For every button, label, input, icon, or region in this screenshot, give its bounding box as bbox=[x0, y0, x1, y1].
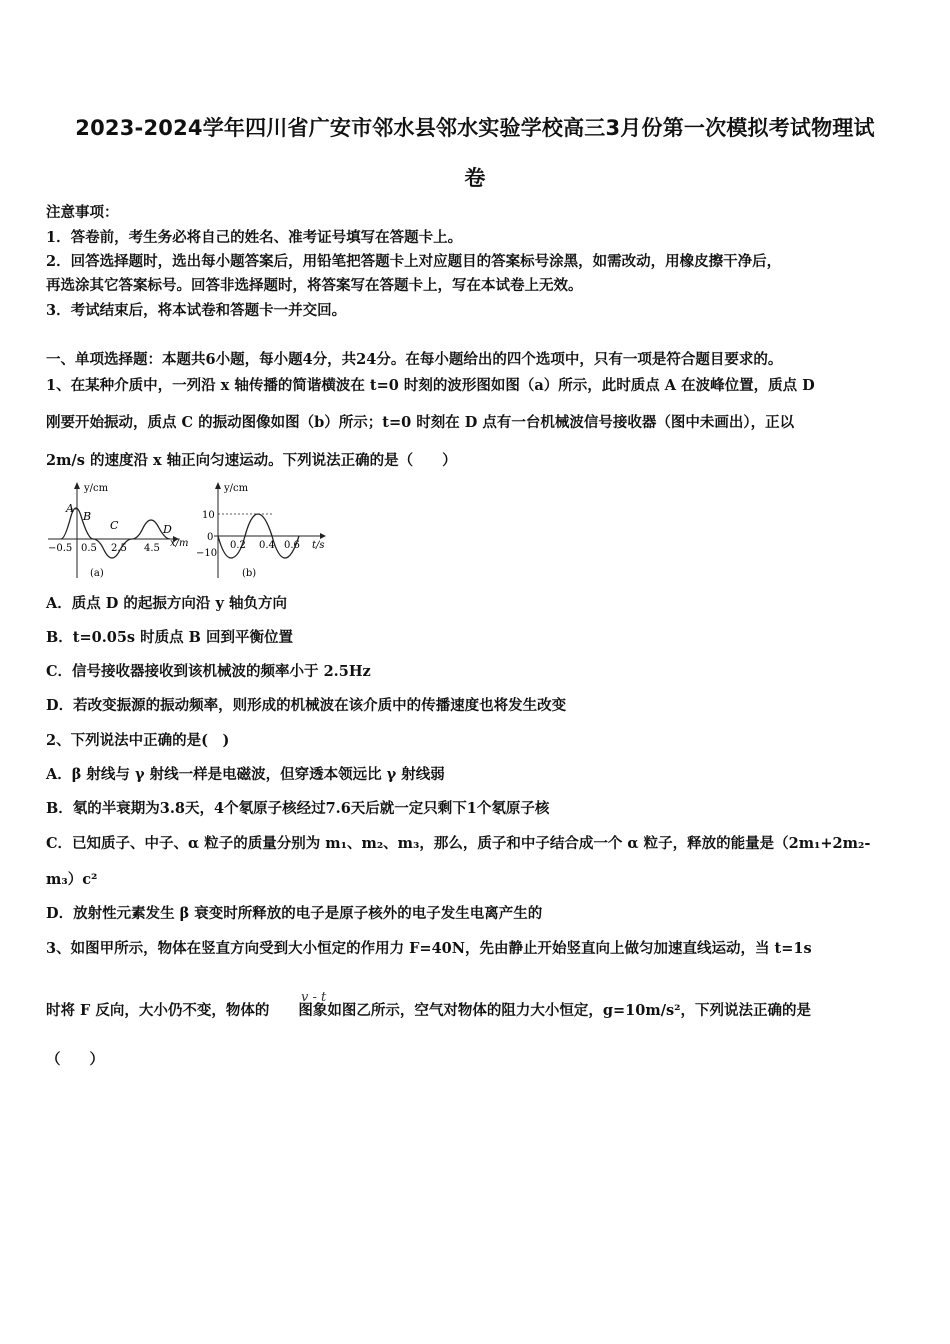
q1-option-a: A．质点 D 的起振方向沿 y 轴负方向 bbox=[46, 595, 287, 612]
q1-option-c: C．信号接收器接收到该机械波的频率小于 2.5Hz bbox=[46, 663, 371, 680]
question-2-stem: 2、下列说法中正确的是( ) bbox=[46, 732, 230, 749]
q2-option-c-cont: m₃）c² bbox=[46, 871, 98, 888]
point-b-label: B bbox=[83, 510, 92, 523]
point-d-label: D bbox=[163, 523, 172, 536]
notice-item-1: 1．答卷前，考生务必将自己的姓名、准考证号填写在答题卡上。 bbox=[46, 229, 463, 246]
graph-b-ytick: −10 bbox=[196, 548, 218, 559]
graph-a-tick: 2.5 bbox=[111, 543, 127, 554]
page-title: 2023-2024学年四川省广安市邻水县邻水实验学校高三3月份第一次模拟考试物理试 bbox=[75, 116, 875, 140]
graph-a-ylabel: y/cm bbox=[84, 483, 109, 494]
q1-option-d: D．若改变振源的振动频率，则形成的机械波在该介质中的传播速度也将发生改变 bbox=[46, 697, 567, 714]
graph-b-xlabel: t/s bbox=[312, 540, 325, 551]
graph-a-tick: 4.5 bbox=[144, 543, 160, 554]
wave-graph-a bbox=[48, 482, 189, 579]
q1-option-b: B．t=0.05s 时质点 B 回到平衡位置 bbox=[46, 629, 293, 646]
graph-b-xtick: 0.6 bbox=[284, 540, 300, 551]
point-c-label: C bbox=[110, 519, 119, 532]
graph-b-caption: (b) bbox=[242, 568, 257, 579]
q2-option-b: B．氡的半衰期为3.8天，4个氡原子核经过7.6天后就一定只剩下1个氡原子核 bbox=[46, 800, 550, 817]
graph-a-tick: −0.5 bbox=[48, 543, 73, 554]
graph-b-xtick: 0.4 bbox=[259, 540, 275, 551]
q2-option-a: A．β 射线与 γ 射线一样是电磁波，但穿透本领远比 γ 射线弱 bbox=[46, 766, 445, 783]
point-a-label: A bbox=[66, 502, 74, 515]
graph-a-caption: (a) bbox=[90, 568, 104, 579]
notice-item-2: 2．回答选择题时，选出每小题答案后，用铅笔把答题卡上对应题目的答案标号涂黑，如需改动，用橡皮擦干净后， bbox=[46, 253, 782, 270]
graph-b-ylabel: y/cm bbox=[224, 483, 249, 494]
question-1-figure bbox=[44, 478, 334, 583]
question-1-line-3: 2m/s 的速度沿 x 轴正向匀速运动。下列说法正确的是（ ） bbox=[46, 452, 457, 469]
q2-option-d: D．放射性元素发生 β 衰变时所释放的电子是原子核外的电子发生电离产生的 bbox=[46, 905, 543, 922]
graph-b-ytick: 10 bbox=[202, 510, 215, 521]
section-heading: 一、单项选择题：本题共6小题，每小题4分，共24分。在每小题给出的四个选项中，只有一项是符合题目要求的。 bbox=[46, 351, 783, 368]
graph-b-xtick: 0.2 bbox=[230, 540, 246, 551]
question-3-line-1: 3、如图甲所示，物体在竖直方向受到大小恒定的作用力 F=40N，先由静止开始竖直向上做匀加速直线运动，当 t=1s bbox=[46, 940, 812, 957]
vibration-graph-b bbox=[196, 482, 326, 579]
notice-heading: 注意事项： bbox=[46, 204, 119, 221]
q2-option-c: C．已知质子、中子、α 粒子的质量分别为 m₁、m₂、m₃，那么，质子和中子结合成一个 α 粒子，释放的能量是（2m₁+2m₂- bbox=[46, 835, 871, 852]
vt-graph-label: v - t bbox=[301, 990, 327, 1005]
graph-b-ytick: 0 bbox=[207, 532, 214, 543]
question-1-line-1: 1、在某种介质中，一列沿 x 轴传播的简谐横波在 t=0 时刻的波形图如图（a）所示，此时质点 A 在波峰位置，质点 D bbox=[46, 377, 815, 394]
question-1-line-2: 刚要开始振动，质点 C 的振动图像如图（b）所示；t=0 时刻在 D 点有一台机械波信号接收器（图中未画出），正以 bbox=[46, 414, 795, 431]
notice-item-3: 3．考试结束后，将本试卷和答题卡一并交回。 bbox=[46, 302, 347, 319]
graph-a-tick: 0.5 bbox=[81, 543, 97, 554]
page-title-continued: 卷 bbox=[464, 166, 486, 190]
question-3-line-2: 时将 F 反向，大小仍不变，物体的 图象如图乙所示，空气对物体的阻力大小恒定，g=10m/s²，下列说法正确的是 bbox=[46, 1002, 812, 1019]
notice-item-2-cont: 再选涂其它答案标号。回答非选择题时，将答案写在答题卡上，写在本试卷上无效。 bbox=[46, 277, 583, 294]
question-3-line-3: （ ） bbox=[46, 1051, 104, 1068]
graph-a-xlabel: x/m bbox=[170, 538, 189, 549]
